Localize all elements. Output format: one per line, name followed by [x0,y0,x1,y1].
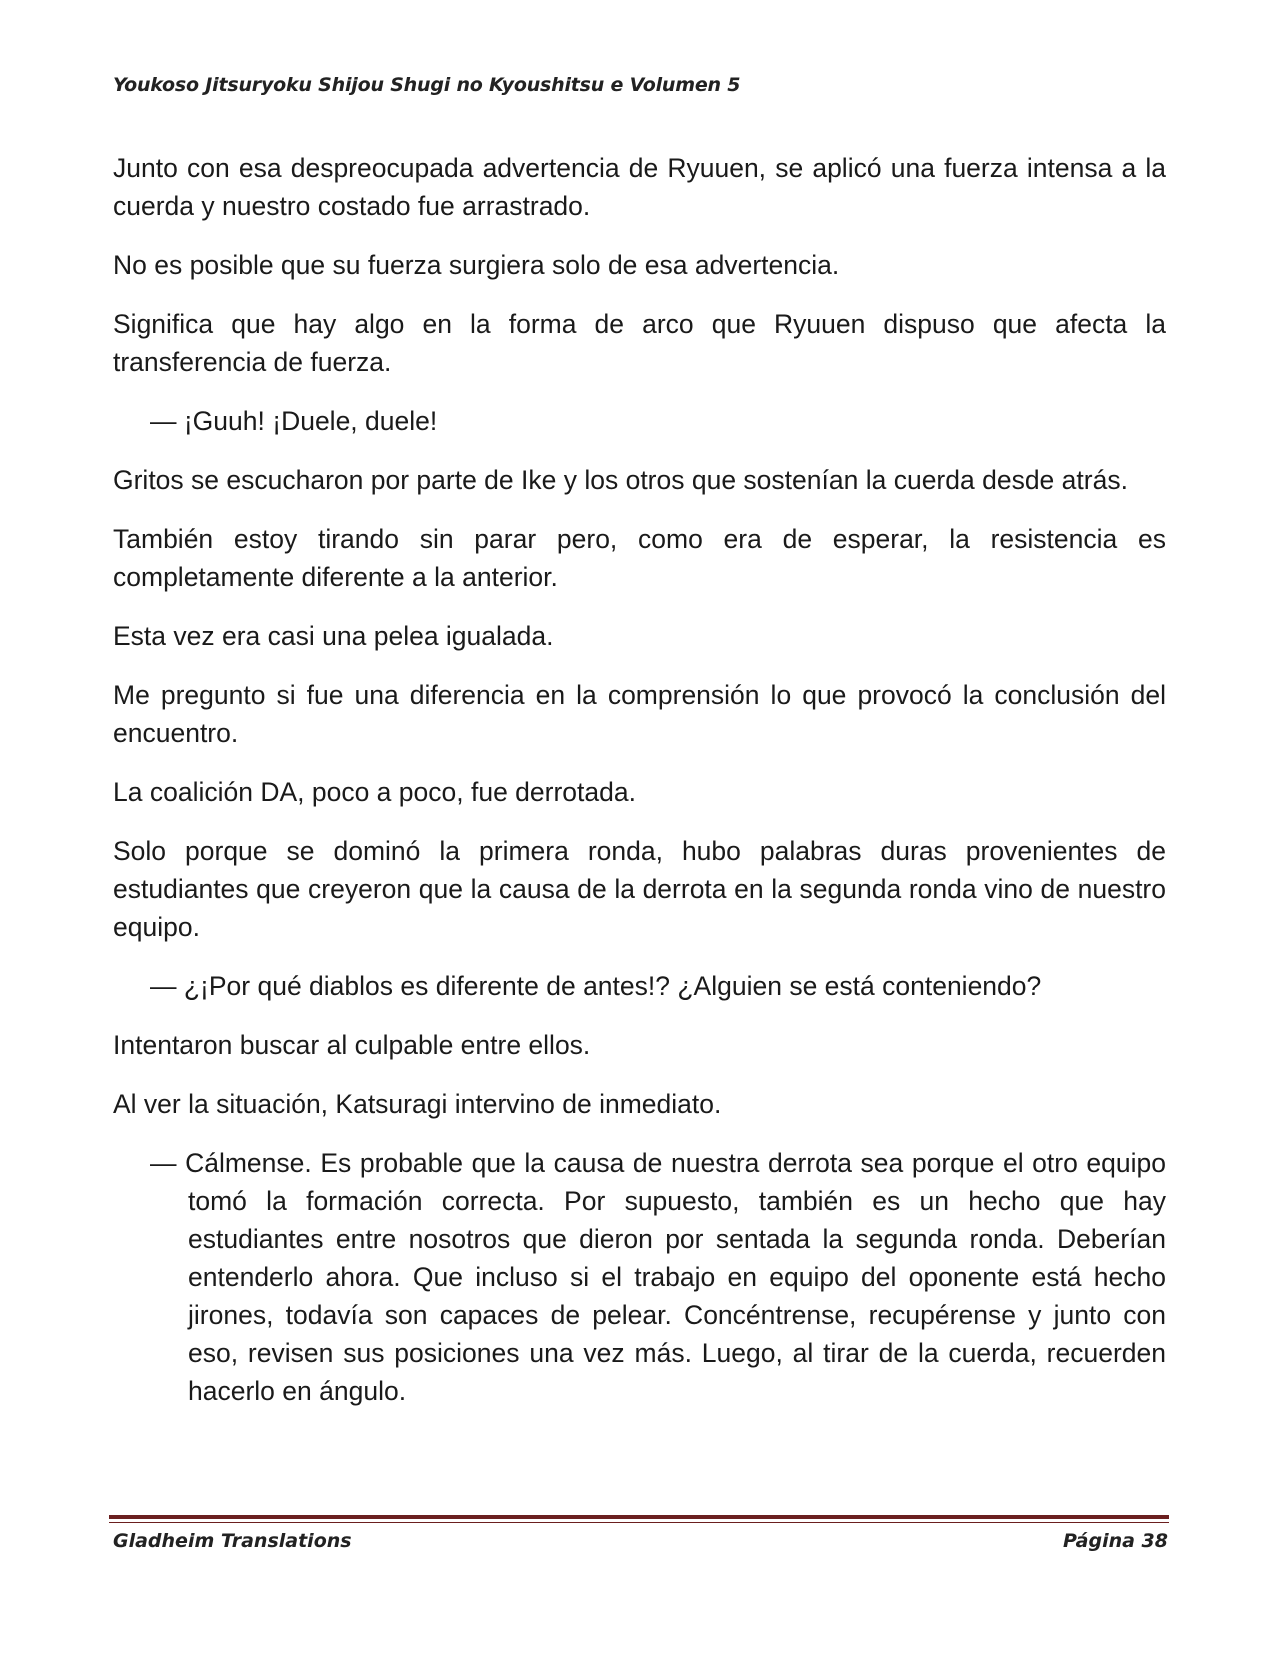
paragraph: La coalición DA, poco a poco, fue derrotada. [113,777,636,807]
dialogue-line: — ¡Guuh! ¡Duele, duele! [150,406,438,436]
running-header: Youkoso Jitsuryoku Shijou Shugi no Kyoushitsu e Volumen 5 [113,74,741,96]
page-number: Página 38 [1062,1530,1168,1552]
paragraph: Al ver la situación, Katsuragi intervino de inmediato. [113,1089,722,1119]
paragraph: Me pregunto si fue una diferencia en la comprensión lo que provocó la conclusión del encuentro. [113,680,1166,748]
paragraph: También estoy tirando sin parar pero, como era de esperar, la resistencia es completamente diferente a la anterior. [113,524,1166,592]
paragraph: Intentaron buscar al culpable entre ellos. [113,1030,591,1060]
paragraph: No es posible que su fuerza surgiera solo de esa advertencia. [113,250,840,280]
paragraph: Esta vez era casi una pelea igualada. [113,621,554,651]
footer-publisher: Gladheim Translations [113,1530,352,1552]
paragraph: Solo porque se dominó la primera ronda, hubo palabras duras provenientes de estudiantes que creyeron que la causa de la derrota en la segunda ronda vino de nuestro equipo. [113,836,1166,942]
dialogue-line: — ¿¡Por qué diablos es diferente de antes!? ¿Alguien se está conteniendo? [150,971,1042,1001]
paragraph: Gritos se escucharon por parte de Ike y los otros que sostenían la cuerda desde atrás. [113,465,1128,495]
footer-divider-thin [109,1522,1169,1523]
page-body [113,149,1166,1431]
paragraph: Significa que hay algo en la forma de arco que Ryuuen dispuso que afecta la transferencia de fuerza. [113,309,1166,377]
footer-divider [109,1515,1169,1519]
paragraph: Junto con esa despreocupada advertencia de Ryuuen, se aplicó una fuerza intensa a la cuerda y nuestro costado fue arrastrado. [113,153,1166,221]
dialogue-line: — Cálmense. Es probable que la causa de nuestra derrota sea porque el otro equipo tomó la formación correcta. Por supuesto, también es un hecho que hay estudiantes entre nosotros que dieron por sentada la segunda ronda. Deberían entenderlo ahora. Que incluso si el trabajo en equipo del oponente está hecho jirones, todavía son capaces de pelear. Concéntrense, recupérense y junto con eso, revisen sus posiciones una vez más. Luego, al tirar de la cuerda, recuerden hacerlo en ángulo. [150,1148,1166,1406]
